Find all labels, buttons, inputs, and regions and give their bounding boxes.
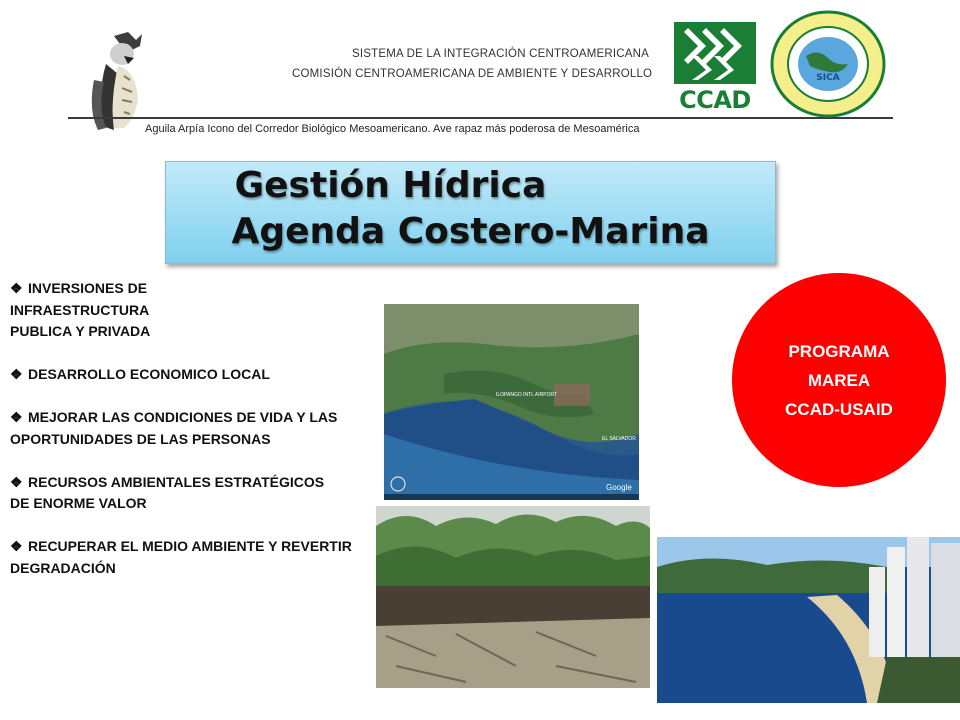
mangrove-photo xyxy=(376,506,650,688)
diamond-bullet-icon: ❖ xyxy=(10,538,23,554)
program-label-line1: PROGRAMA xyxy=(788,342,890,361)
diamond-bullet-icon: ❖ xyxy=(10,409,23,425)
svg-text:SICA: SICA xyxy=(816,73,840,83)
satellite-brand: Google xyxy=(606,483,632,492)
program-label-line2: MAREA xyxy=(807,371,871,390)
bullet-item-desarrollo: ❖ DESARROLLO ECONOMICO LOCAL xyxy=(10,364,380,386)
ccad-logo-text: CCAD xyxy=(679,86,751,114)
program-marea-badge xyxy=(732,273,946,487)
header-caption: Aguila Arpía Icono del Corredor Biológico Mesoamericano. Ave rapaz más poderosa de Mesoamérica xyxy=(145,123,640,135)
satellite-label-country: EL SALVADOR xyxy=(602,436,636,442)
bullet-list xyxy=(10,278,380,601)
satellite-image-coast xyxy=(384,304,639,500)
org-name-ccad: COMISIÓN CENTROAMERICANA DE AMBIENTE Y DESARROLLO xyxy=(292,68,653,80)
satellite-label-airport: ILOPANGO INTL AIRPORT xyxy=(496,392,558,398)
bullet-item-condiciones: ❖ MEJORAR LAS CONDICIONES DE VIDA Y LAS OPORTUNIDADES DE LAS PERSONAS xyxy=(10,409,338,447)
bullet-item-recursos: ❖ RECURSOS AMBIENTALES ESTRATÉGICOS DE ENORME VALOR xyxy=(10,473,325,511)
bullet-item-infraestructura: ❖ INVERSIONES DE INFRAESTRUCTURA PUBLICA Y PRIVADA xyxy=(10,280,151,339)
diamond-bullet-icon: ❖ xyxy=(10,366,23,382)
program-label-line3: CCAD-USAID xyxy=(785,400,893,419)
org-name-sica: SISTEMA DE LA INTEGRACIÓN CENTROAMERICANA xyxy=(352,48,650,60)
slide-title-line1: Gestión Hídrica xyxy=(234,165,547,206)
acapulco-beach-photo xyxy=(657,537,960,703)
slide-title-line2: Agenda Costero-Marina xyxy=(231,211,710,252)
bullet-item-medio-ambiente: ❖ RECUPERAR EL MEDIO AMBIENTE Y REVERTIR DEGRADACIÓN xyxy=(10,538,352,576)
diamond-bullet-icon: ❖ xyxy=(10,473,23,490)
diamond-bullet-icon: ❖ xyxy=(10,280,23,296)
sica-seal-logo xyxy=(766,8,890,120)
title-box xyxy=(165,161,776,264)
